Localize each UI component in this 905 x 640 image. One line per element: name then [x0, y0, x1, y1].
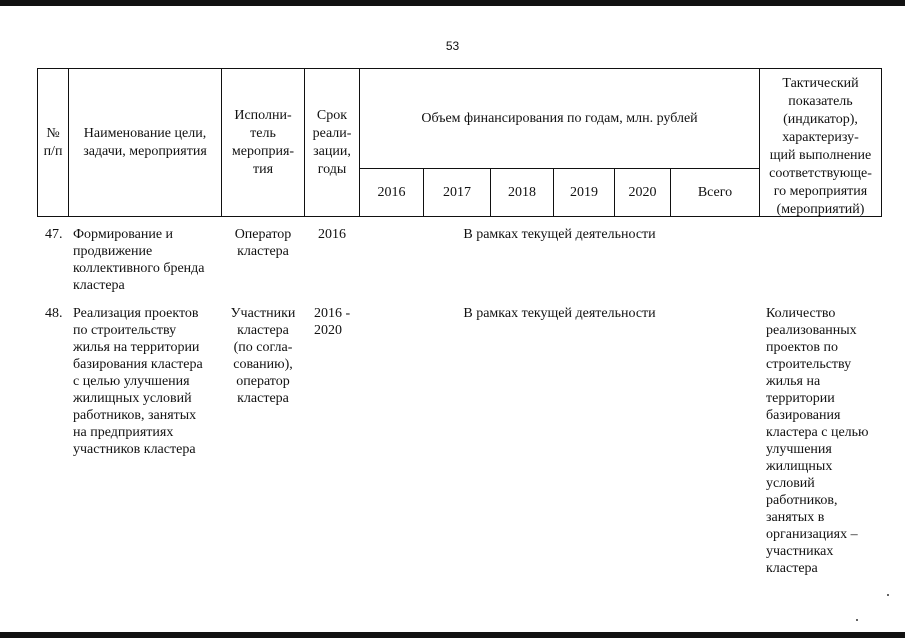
row-financing: В рамках текущей деятельности — [463, 227, 656, 242]
header-bottom-rule — [37, 216, 882, 217]
row-num: 47. — [45, 227, 63, 242]
header-year-2019: 2019 — [570, 185, 598, 200]
header-year-2020: 2020 — [628, 185, 657, 200]
col-rule — [881, 68, 882, 217]
header-num: № п/п — [43, 126, 63, 159]
row-term: 2016 - 2020 — [314, 306, 351, 338]
row-term: 2016 — [318, 227, 346, 242]
header-name: Наименование цели, задачи, мероприятия — [83, 126, 207, 159]
row-executor: Оператор кластера — [234, 227, 292, 259]
bottom-border — [0, 632, 905, 638]
row-num: 48. — [45, 306, 63, 321]
page-number: 53 — [445, 39, 460, 53]
top-border — [0, 0, 905, 6]
row-name: Формирование и продвижение коллективного бренда кластера — [73, 227, 205, 293]
row-name: Реализация проектов по строительству жилья на территории базирования кластера с целью улучшения жилищных условий работников, занятых на предприятиях участников кластера — [73, 306, 203, 457]
header-financing: Объем финансирования по годам, млн. рублей — [421, 111, 698, 126]
header-indicator: Тактический показатель (индикатор), характеризу- щий выполнение соответствующе- го мероприятия (мероприятий) — [769, 76, 872, 217]
header-executor: Исполни- тель мероприя- тия — [231, 108, 295, 177]
header-term: Срок реали- зации, годы — [312, 108, 352, 177]
header-total: Всего — [697, 185, 733, 200]
header-year-2017: 2017 — [443, 185, 471, 200]
row-executor: Участники кластера (по согла- сованию), оператор кластера — [230, 306, 296, 406]
header-year-2016: 2016 — [377, 185, 406, 200]
scan-speck — [887, 594, 889, 596]
header-year-2018: 2018 — [508, 185, 536, 200]
header-mid-rule — [359, 168, 759, 169]
header-top-rule — [37, 68, 882, 69]
row-indicator: Количество реализованных проектов по строительству жилья на территории базирования кластера с целью улучшения жилищных условий работников, занятых в организациях – участниках кластера — [766, 306, 869, 576]
scan-speck — [856, 619, 858, 621]
row-financing: В рамках текущей деятельности — [463, 306, 656, 321]
